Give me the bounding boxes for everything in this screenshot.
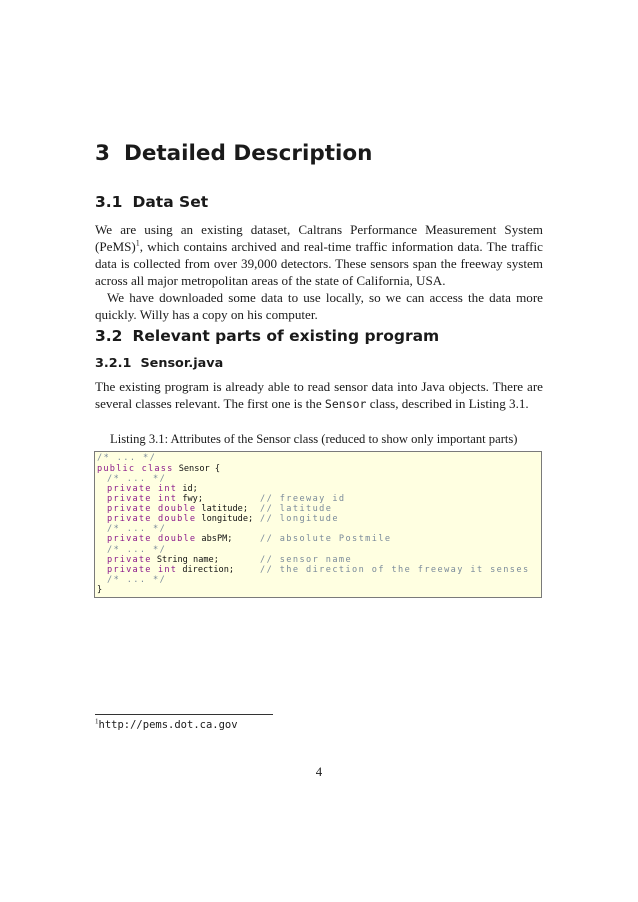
- footnote-mark: 1: [135, 238, 140, 248]
- code-identifier: direction;: [182, 565, 235, 575]
- code-identifier: absPM;: [201, 534, 233, 544]
- footnote: [95, 719, 238, 731]
- code-identifier: longitude;: [201, 514, 254, 524]
- code-line: [107, 534, 392, 545]
- code-identifier: String name;: [156, 555, 219, 565]
- code-comment: /* ... */: [97, 453, 157, 463]
- code-line: [107, 575, 166, 586]
- code-comment: /* ... */: [107, 474, 167, 484]
- code-identifier: Sensor {: [178, 464, 221, 474]
- code-comment: // longitude: [260, 514, 339, 524]
- para-text: The existing program is already able to read sensor data into Java objects. There are several classes relevant. The first one is the: [95, 379, 543, 411]
- section-number: 3.2: [95, 327, 123, 345]
- code-keyword: private double: [107, 514, 197, 524]
- code-keyword: private: [107, 555, 152, 565]
- code-comment: /* ... */: [107, 524, 167, 534]
- para-text-continued: class, described in Listing 3.1.: [366, 396, 529, 411]
- subsection-number: 3.2.1: [95, 356, 132, 371]
- chapter-heading: [95, 141, 372, 166]
- code-identifier: }: [97, 585, 103, 595]
- listing-caption: Listing 3.1: Attributes of the Sensor class (reduced to show only important parts): [110, 432, 518, 446]
- paragraph-sensor-class: [95, 378, 543, 413]
- code-identifier: fwy;: [182, 494, 204, 504]
- code-comment: // latitude: [260, 504, 333, 514]
- code-keyword: private int: [107, 565, 178, 575]
- code-comment: /* ... */: [107, 545, 167, 555]
- footnote-number: 1: [95, 717, 99, 726]
- code-identifier: latitude;: [201, 504, 248, 514]
- code-line: [97, 585, 102, 596]
- code-identifier: id;: [182, 484, 198, 494]
- footnote-url[interactable]: http://pems.dot.ca.gov: [98, 719, 238, 731]
- code-keyword: private double: [107, 504, 197, 514]
- para-text: We are using an existing dataset, Caltrans Performance Measurement System (PeMS): [95, 222, 543, 254]
- subsection-heading-sensor-java: [95, 356, 223, 371]
- inline-code-sensor: Sensor: [324, 397, 367, 411]
- section-title: Relevant parts of existing program: [132, 327, 440, 345]
- code-keyword: private double: [107, 534, 197, 544]
- chapter-number: 3: [95, 141, 110, 166]
- code-comment: // sensor name: [260, 555, 353, 565]
- code-listing: [94, 451, 542, 598]
- section-heading-data-set: [95, 193, 208, 211]
- subsection-title: Sensor.java: [140, 356, 224, 371]
- section-heading-relevant-parts: [95, 327, 439, 345]
- paragraph-download: We have downloaded some data to use locally, so we can access the data more quickly. Willy has a copy on his computer.: [95, 290, 543, 322]
- para-text-continued: , which contains archived and real-time traffic information data. The traffic data is collected from over 39,000 detectors. These sensors span the freeway system across all major metropolitan areas of the state of California, USA.: [95, 239, 543, 288]
- code-keyword: private int: [107, 484, 178, 494]
- footnote-rule: [95, 714, 273, 715]
- section-title: Data Set: [132, 193, 209, 211]
- paragraph-data-set: [95, 221, 543, 323]
- code-keyword: public class: [97, 464, 174, 474]
- code-comment: // absolute Postmile: [260, 534, 392, 544]
- code-comment: // freeway id: [260, 494, 346, 504]
- code-keyword: private int: [107, 494, 178, 504]
- code-line: [97, 453, 156, 464]
- section-number: 3.1: [95, 193, 123, 211]
- code-comment: // the direction of the freeway it senses: [260, 565, 530, 575]
- chapter-title: Detailed Description: [123, 141, 373, 166]
- code-comment: /* ... */: [107, 575, 167, 585]
- page-number: 4: [315, 765, 323, 779]
